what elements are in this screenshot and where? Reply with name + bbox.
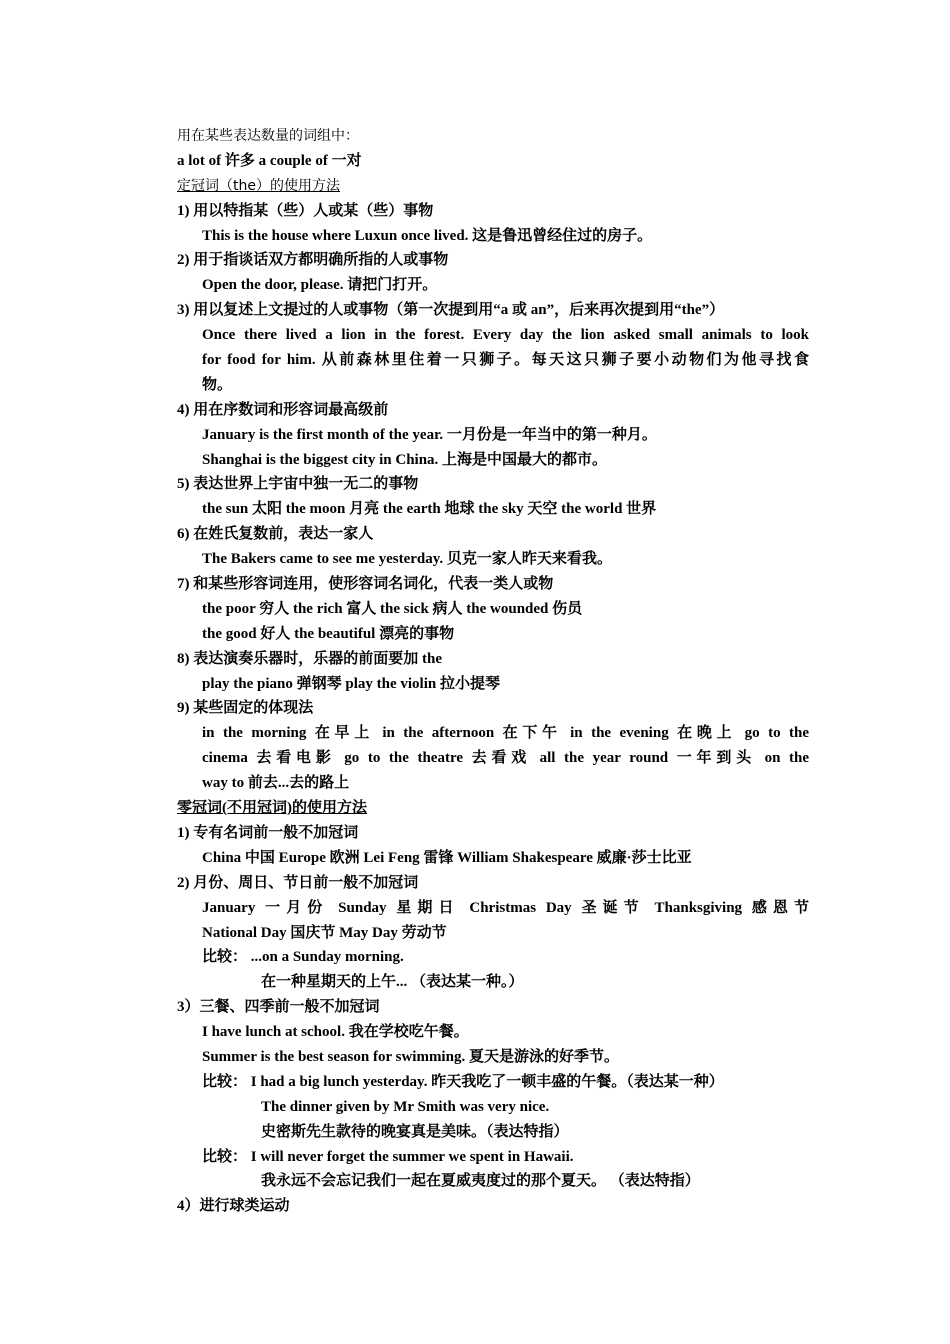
text-line: way to 前去...去的路上 (202, 775, 350, 792)
text-line: 8) 表达演奏乐器时，乐器的前面要加 the (177, 650, 442, 667)
text-line: 我永远不会忘记我们一起在夏威夷度过的那个夏天。 （表达特指） (261, 1173, 700, 1190)
text-line: 5) 表达世界上宇宙中独一无二的事物 (177, 476, 419, 493)
text-line: in the morning 在早上 in the afternoon 在下午 in the evening 在晚上 go to the (202, 725, 809, 742)
text-line: 零冠词(不用冠词)的使用方法 (177, 800, 367, 817)
text-line: the sun 太阳 the moon 月亮 the earth 地球 the sky 天空 the world 世界 (202, 501, 657, 518)
text-line: 物。 (202, 376, 233, 393)
text-line: 史密斯先生款待的晚宴真是美味。（表达特指） (261, 1123, 569, 1140)
text-line: 4）进行球类运动 (177, 1198, 290, 1215)
text-line: 用在某些表达数量的词组中： (177, 128, 359, 144)
text-line: 1) 用以特指某（些）人或某（些）事物 (177, 202, 434, 219)
text-line: for food for him. 从前森林里住着一只狮子。每天这只狮子要小动物们为他寻找食 (202, 352, 809, 369)
text-line: play the piano 弹钢琴 play the violin 拉小提琴 (202, 675, 500, 692)
text-line: 2) 月份、周日、节日前一般不加冠词 (177, 874, 419, 891)
text-line: 4) 用在序数词和形容词最高级前 (177, 401, 389, 418)
text-line: cinema 去看电影 go to the theatre 去看戏 all the year round 一年到头 on the (202, 750, 809, 767)
text-line: 比较： I had a big lunch yesterday. 昨天我吃了一顿丰盛的午餐。（表达某一种） (202, 1073, 724, 1090)
text-line: The dinner given by Mr Smith was very nice. (261, 1098, 550, 1115)
text-line: January 一月份 Sunday 星期日 Christmas Day 圣诞节 Thanksgiving 感恩节 (202, 899, 809, 916)
text-line: Shanghai is the biggest city in China. 上海是中国最大的都市。 (202, 451, 608, 468)
document-page (177, 124, 809, 1219)
text-line: I have lunch at school. 我在学校吃午餐。 (202, 1024, 469, 1041)
text-line: Once there lived a lion in the forest. Every day the lion asked small animals to look (202, 327, 809, 344)
text-line: 在一种星期天的上午... （表达某一种。） (261, 974, 524, 991)
text-line: 比较： ...on a Sunday morning. (202, 949, 404, 966)
text-line: January is the first month of the year. 一月份是一年当中的第一种月。 (202, 426, 657, 443)
text-line: 6) 在姓氏复数前，表达一家人 (177, 526, 374, 543)
text-line: 2) 用于指谈话双方都明确所指的人或事物 (177, 252, 449, 269)
text-line: 3）三餐、四季前一般不加冠词 (177, 999, 380, 1016)
text-line: Summer is the best season for swimming. 夏天是游泳的好季节。 (202, 1048, 619, 1065)
text-line: the poor 穷人 the rich 富人 the sick 病人 the wounded 伤员 (202, 600, 583, 617)
text-line: 3) 用以复述上文提过的人或事物（第一次提到用“a 或 an”，后来再次提到用“the”） (177, 302, 725, 319)
text-line: the good 好人 the beautiful 漂亮的事物 (202, 625, 455, 642)
text-line: 9) 某些固定的体现法 (177, 700, 314, 717)
text-line: The Bakers came to see me yesterday. 贝克一家人昨天来看我。 (202, 551, 612, 568)
text-line: 比较： I will never forget the summer we spent in Hawaii. (202, 1148, 574, 1165)
text-line: 7) 和某些形容词连用，使形容词名词化，代表一类人或物 (177, 576, 554, 593)
text-line: 定冠词（the）的使用方法 (177, 177, 340, 194)
text-line: This is the house where Luxun once lived. 这是鲁迅曾经住过的房子。 (202, 227, 653, 244)
text-line: National Day 国庆节 May Day 劳动节 (202, 924, 447, 941)
text-line: a lot of 许多 a couple of 一对 (177, 152, 362, 169)
text-line: 1) 专有名词前一般不加冠词 (177, 824, 359, 841)
text-line: Open the door, please. 请把门打开。 (202, 277, 438, 294)
text-line: China 中国 Europe 欧洲 Lei Feng 雷锋 William Shakespeare 威廉·莎士比亚 (202, 849, 692, 866)
